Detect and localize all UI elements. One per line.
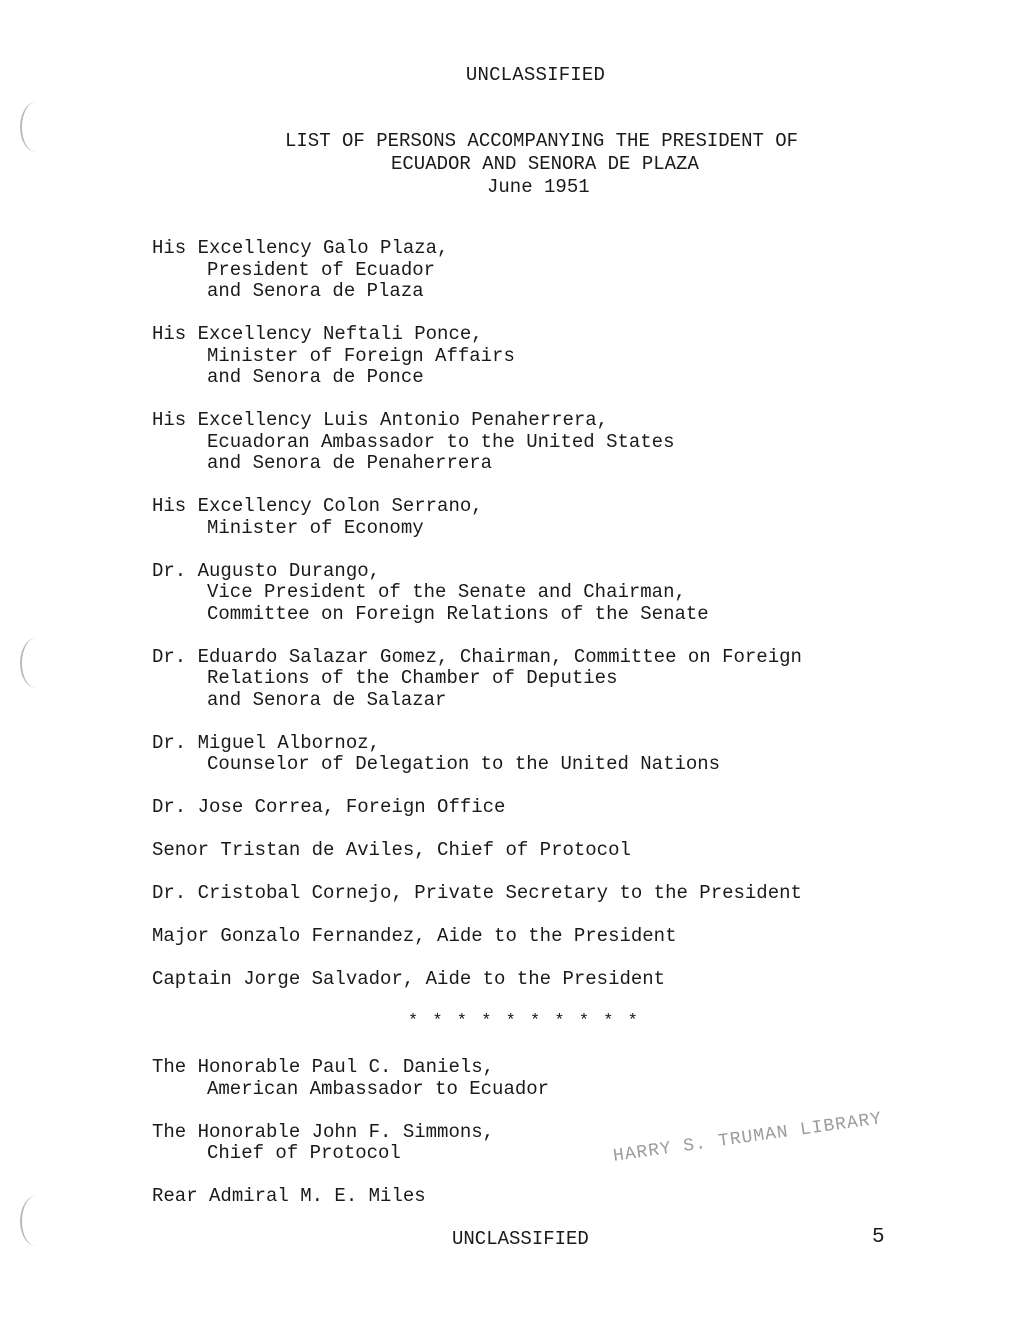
list-item <box>152 1186 992 1208</box>
person-name: His Excellency Neftali Ponce, <box>152 323 483 345</box>
punch-hole-mark <box>20 1196 52 1246</box>
classification-header: UNCLASSIFIED <box>465 64 606 86</box>
person-detail: and Senora de Plaza <box>207 280 424 302</box>
person-name: Captain Jorge Salvador, Aide to the President <box>152 968 666 990</box>
list-item <box>152 797 992 819</box>
list-item <box>152 883 992 905</box>
punch-hole-mark <box>20 638 52 688</box>
person-name: The Honorable John F. Simmons, <box>152 1120 495 1143</box>
person-name: Dr. Eduardo Salazar Gomez, Chairman, Committee on Foreign <box>152 645 802 668</box>
persons-list <box>152 238 992 991</box>
person-detail: and Senora de Salazar <box>207 688 447 711</box>
person-name: His Excellency Luis Antonio Penaherrera, <box>152 409 609 431</box>
person-detail: Vice President of the Senate and Chairman, <box>207 581 686 603</box>
person-detail: Chief of Protocol <box>207 1142 401 1164</box>
list-item <box>152 840 992 862</box>
person-name: His Excellency Colon Serrano, <box>152 495 483 517</box>
document-date: June 1951 <box>487 176 590 198</box>
list-item <box>152 496 992 539</box>
person-detail: Relations of the Chamber of Deputies <box>207 667 618 689</box>
list-item <box>152 1057 992 1100</box>
punch-hole-mark <box>20 102 52 152</box>
list-item <box>152 969 992 991</box>
person-detail: President of Ecuador <box>207 258 436 281</box>
person-name: Rear Admiral M. E. Miles <box>152 1185 426 1207</box>
person-detail: Counselor of Delegation to the United Nations <box>207 753 721 775</box>
asterisk-divider: * * * * * * * * * * <box>408 1012 640 1031</box>
person-detail: Ecuadoran Ambassador to the United States <box>207 430 675 453</box>
person-name: Dr. Cristobal Cornejo, Private Secretary to the President <box>152 882 802 904</box>
list-item <box>152 410 992 475</box>
person-detail: Committee on Foreign Relations of the Senate <box>207 602 709 625</box>
person-detail: Minister of Economy <box>207 516 424 539</box>
person-detail: Minister of Foreign Affairs <box>207 344 515 367</box>
person-name: Dr. Jose Correa, Foreign Office <box>152 796 506 818</box>
classification-footer: UNCLASSIFIED <box>452 1228 589 1250</box>
list-item <box>152 324 992 389</box>
page-number: 5 <box>872 1226 885 1249</box>
person-name: Dr. Miguel Albornoz, <box>152 731 381 754</box>
list-item <box>152 733 992 776</box>
person-name: Major Gonzalo Fernandez, Aide to the President <box>152 925 677 947</box>
list-item <box>152 238 992 303</box>
person-detail: and Senora de Penaherrera <box>207 452 493 474</box>
person-name: Dr. Augusto Durango, <box>152 559 381 582</box>
list-item <box>152 926 992 948</box>
person-name: Senor Tristan de Aviles, Chief of Protocol <box>152 839 631 861</box>
document-title <box>285 130 885 199</box>
person-detail: and Senora de Ponce <box>207 366 424 388</box>
person-name: His Excellency Galo Plaza, <box>152 237 449 259</box>
person-name: The Honorable Paul C. Daniels, <box>152 1056 495 1078</box>
title-line-2: ECUADOR AND SENORA DE PLAZA <box>391 153 699 175</box>
list-item <box>152 647 992 712</box>
library-stamp: HARRY S. TRUMAN LIBRARY <box>611 1109 884 1167</box>
american-officials-list <box>152 1057 992 1208</box>
title-line-1: LIST OF PERSONS ACCOMPANYING THE PRESIDENT OF <box>285 130 799 152</box>
list-item <box>152 561 992 626</box>
person-detail: American Ambassador to Ecuador <box>207 1077 550 1100</box>
